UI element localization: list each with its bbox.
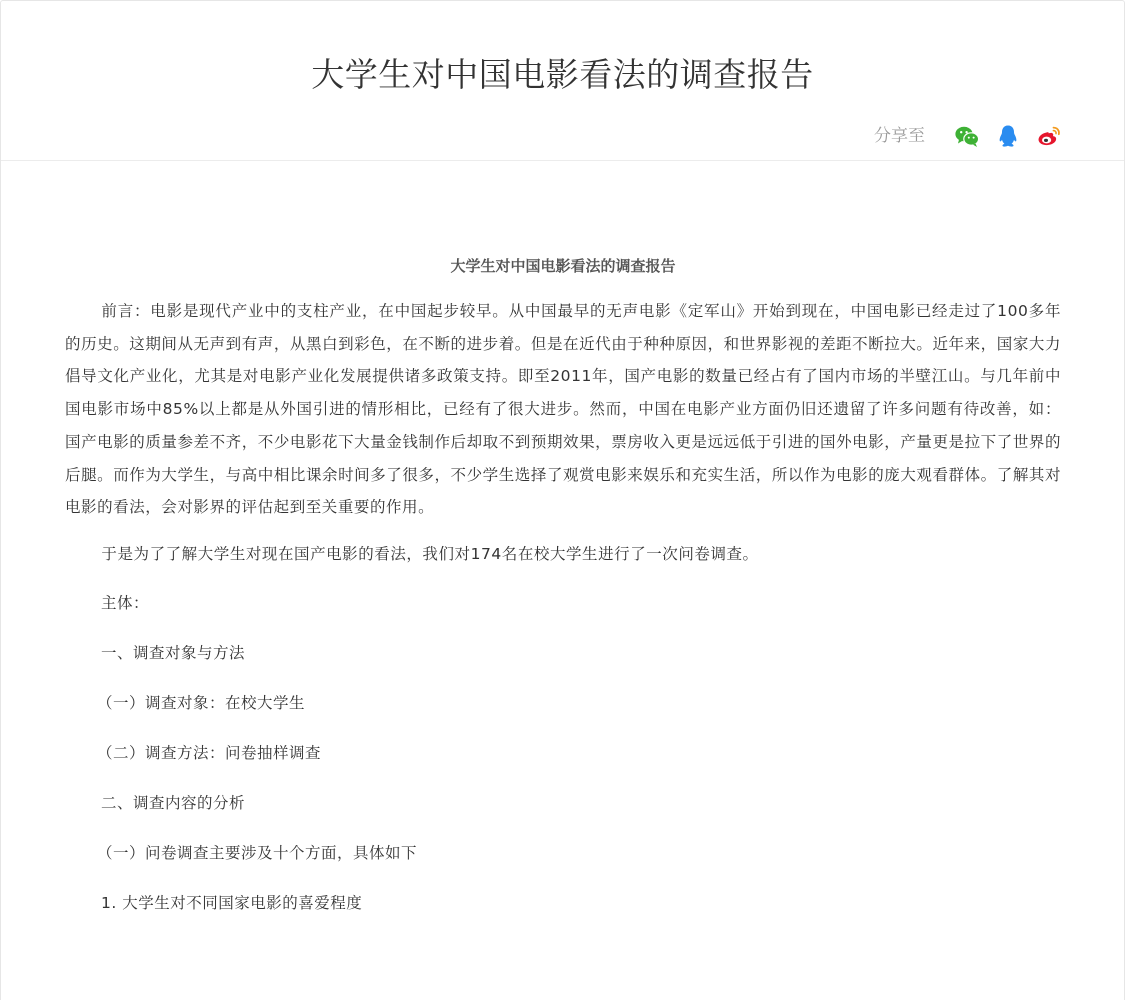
list-item-1: 1. 大学生对不同国家电影的喜爱程度 — [101, 893, 363, 912]
article-header — [1, 1, 1124, 161]
purpose-paragraph: 于是为了了解大学生对现在国产电影的看法，我们对174名在校大学生进行了一次问卷调查。 — [101, 544, 759, 563]
section-1-item-a: （一）调查对象：在校大学生 — [97, 693, 306, 712]
preface-paragraph: 前言：电影是现代产业中的支柱产业，在中国起步较早。从中国最早的无声电影《定军山》开始到现在，中国电影已经走过了100多年的历史。这期间从无声到有声，从黑白到彩色，在不断的进步着。但是在近代由于种种原因，和世界影视的差距不断拉大。近年来，国家大力倡导文化产业化，尤其是对电影产业化发展提供诸多政策支持。即至2011年，国产电影的数量已经占有了国内市场的半壁江山。与几年前中国电影市场中85%以上都是从外国引进的情形相比，已经有了很大进步。然而，中国在电影产业方面仍旧还遗留了许多问题有待改善，如：国产电影的质量参差不齐，不少电影花下大量金钱制作后却取不到预期效果，票房收入更是远远低于引进的国外电影，产量更是拉下了世界的后腿。而作为大学生，与高中相比课余时间多了很多，不少学生选择了观赏电影来娱乐和充实生活，所以作为电影的庞大观看群体。了解其对电影的看法，会对影界的评估起到至关重要的作用。 — [65, 302, 1061, 517]
weibo-icon[interactable] — [1036, 123, 1062, 149]
page-title: 大学生对中国电影看法的调查报告 — [311, 55, 814, 94]
wechat-icon[interactable] — [954, 123, 980, 149]
section-heading-2: 二、调查内容的分析 — [101, 793, 246, 812]
body-label: 主体： — [101, 593, 150, 612]
share-bar — [874, 122, 1062, 150]
section-2-item-a: （一）问卷调查主要涉及十个方面，具体如下 — [97, 843, 418, 862]
section-heading-1: 一、调查对象与方法 — [101, 643, 246, 662]
article-body — [65, 251, 1061, 919]
qq-icon[interactable] — [995, 123, 1021, 149]
section-1-item-b: （二）调查方法：问卷抽样调查 — [97, 743, 322, 762]
article-title: 大学生对中国电影看法的调查报告 — [450, 257, 676, 275]
share-label: 分享至 — [874, 126, 925, 146]
